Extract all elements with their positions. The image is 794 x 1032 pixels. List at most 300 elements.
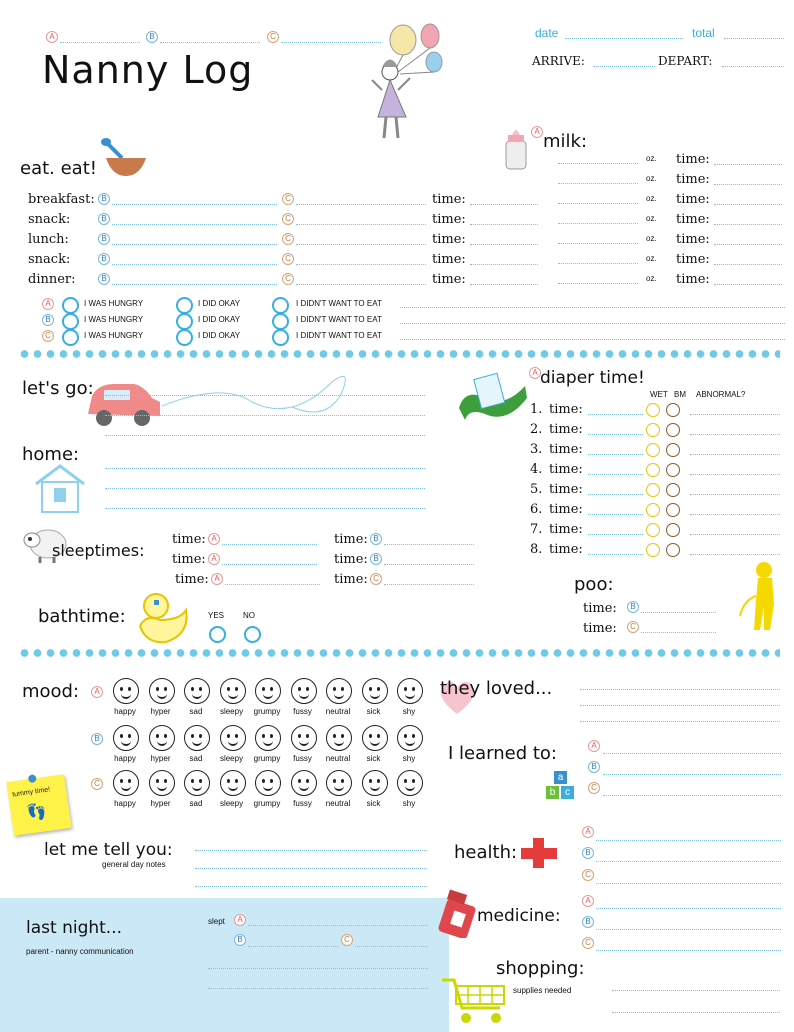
- diaper-time-field[interactable]: [588, 514, 643, 515]
- shy-face-icon[interactable]: [397, 770, 423, 796]
- feedback-option: I DID OKAY: [198, 331, 241, 340]
- diaper-icon: [455, 368, 530, 426]
- diaper-number: 4.: [530, 462, 543, 477]
- mood-label: sad: [189, 754, 203, 763]
- loved-line-3[interactable]: [580, 721, 780, 722]
- learned-heading: I learned to:: [448, 743, 557, 764]
- last-night-marker-b: B: [234, 934, 246, 946]
- car-icon: [82, 362, 372, 440]
- diaper-time-label: time:: [549, 462, 583, 477]
- feedback-radio[interactable]: [176, 329, 193, 346]
- sleep-time-label: time:: [172, 552, 206, 567]
- sleep-time-field[interactable]: [222, 564, 317, 565]
- bm-radio[interactable]: [666, 503, 680, 517]
- bathtime-heading: bathtime:: [38, 606, 126, 627]
- abnormal-field[interactable]: [690, 514, 780, 515]
- feedback-radio[interactable]: [62, 313, 79, 330]
- learned-marker-b: B: [588, 761, 600, 773]
- medicine-line-c[interactable]: [596, 950, 781, 951]
- meal-marker-c: C: [282, 213, 294, 225]
- milk-time-field[interactable]: [714, 164, 782, 165]
- milk-time-field[interactable]: [714, 224, 782, 225]
- learned-line-b[interactable]: [603, 774, 781, 775]
- medicine-marker-b: B: [582, 916, 594, 928]
- health-marker-a: A: [582, 826, 594, 838]
- marker-c: C: [267, 31, 279, 43]
- meal-field-b[interactable]: [112, 264, 277, 265]
- wet-radio[interactable]: [646, 543, 660, 557]
- date-field[interactable]: [565, 38, 683, 39]
- meal-marker-b: B: [98, 253, 110, 265]
- lets-go-line-1[interactable]: [105, 395, 425, 396]
- tell-heading: let me tell you:: [44, 840, 173, 860]
- poo-marker-b: B: [627, 601, 639, 613]
- poo-time-field-2[interactable]: [641, 632, 716, 633]
- mood-label: sad: [189, 707, 203, 716]
- diaper-heading: diaper time!: [540, 368, 645, 388]
- diaper-number: 5.: [530, 482, 543, 497]
- health-line-a[interactable]: [596, 840, 781, 841]
- fussy-face-icon[interactable]: [291, 725, 317, 751]
- poo-heading: poo:: [574, 574, 614, 595]
- rubber-duck-icon: [136, 590, 192, 646]
- mood-marker-a: A: [91, 686, 103, 698]
- sleep-time-field[interactable]: [225, 584, 320, 585]
- eat-heading: eat. eat!: [20, 158, 97, 179]
- milk-amount-field[interactable]: [558, 223, 638, 224]
- sticky-note-text: tummy time!: [11, 786, 51, 799]
- shopping-heading: shopping:: [496, 958, 585, 979]
- meal-field-c[interactable]: [296, 224, 426, 225]
- feedback-line[interactable]: [400, 339, 785, 340]
- medicine-line-b[interactable]: [596, 929, 781, 930]
- wet-radio[interactable]: [646, 503, 660, 517]
- wet-radio[interactable]: [646, 523, 660, 537]
- happy-face-icon[interactable]: [113, 770, 139, 796]
- mood-label: happy: [114, 754, 136, 763]
- milk-time-field[interactable]: [714, 244, 782, 245]
- mood-label: hyper: [150, 799, 171, 808]
- sleep-time-field[interactable]: [384, 544, 474, 545]
- sleep-marker-b: B: [370, 533, 382, 545]
- milk-amount-field[interactable]: [558, 263, 638, 264]
- feedback-radio[interactable]: [176, 313, 193, 330]
- neutral-face-icon[interactable]: [326, 678, 352, 704]
- milk-time-field[interactable]: [714, 184, 782, 185]
- sleep-time-field[interactable]: [384, 564, 474, 565]
- health-line-c[interactable]: [596, 883, 781, 884]
- house-icon: [32, 462, 88, 514]
- sick-face-icon[interactable]: [362, 770, 388, 796]
- meal-marker-b: B: [98, 213, 110, 225]
- meal-field-c[interactable]: [296, 204, 426, 205]
- total-field[interactable]: [724, 38, 784, 39]
- oz-label: oz.: [646, 214, 657, 223]
- medicine-heading: medicine:: [477, 906, 561, 926]
- tell-line-1[interactable]: [195, 850, 427, 851]
- mood-label: fussy: [293, 799, 312, 808]
- diaper-time-label: time:: [549, 442, 583, 457]
- mood-label: grumpy: [253, 754, 281, 763]
- feedback-line[interactable]: [400, 307, 785, 308]
- diaper-number: 1.: [530, 402, 543, 417]
- wet-radio[interactable]: [646, 463, 660, 477]
- diaper-time-field[interactable]: [588, 414, 643, 415]
- milk-time-label: time:: [676, 152, 710, 167]
- abnormal-field[interactable]: [690, 474, 780, 475]
- date-label: date: [535, 26, 559, 40]
- meal-field-b[interactable]: [112, 204, 277, 205]
- wet-label: WET: [650, 390, 668, 399]
- oz-label: oz.: [646, 194, 657, 203]
- wet-radio[interactable]: [646, 443, 660, 457]
- milk-amount-field[interactable]: [558, 183, 638, 184]
- mood-label: happy: [114, 707, 136, 716]
- feedback-radio[interactable]: [176, 297, 193, 314]
- medicine-marker-c: C: [582, 937, 594, 949]
- milk-marker-a: A: [531, 126, 543, 138]
- meal-marker-b: B: [98, 273, 110, 285]
- meal-marker-c: C: [282, 273, 294, 285]
- abnormal-label: ABNORMAL?: [696, 390, 746, 399]
- bm-radio[interactable]: [666, 463, 680, 477]
- feedback-marker-c: C: [42, 330, 54, 342]
- sleep-time-field[interactable]: [222, 544, 317, 545]
- sleep-time-label: time:: [334, 552, 368, 567]
- sleep-marker-b: B: [370, 553, 382, 565]
- diaper-number: 8.: [530, 542, 543, 557]
- sad-face-icon[interactable]: [184, 678, 210, 704]
- milk-time-label: time:: [676, 252, 710, 267]
- diaper-time-label: time:: [549, 542, 583, 557]
- mood-label: neutral: [325, 799, 351, 808]
- meal-marker-c: C: [282, 253, 294, 265]
- milk-amount-field[interactable]: [558, 203, 638, 204]
- meal-time-label: time:: [432, 252, 466, 267]
- sleepy-face-icon[interactable]: [220, 725, 246, 751]
- milk-amount-field[interactable]: [558, 283, 638, 284]
- feedback-option: I DID OKAY: [198, 315, 241, 324]
- sleep-marker-a: A: [208, 553, 220, 565]
- sleep-marker-c: C: [370, 573, 382, 585]
- last-night-sub: parent - nanny communication: [26, 947, 134, 956]
- marker-b: B: [146, 31, 158, 43]
- bm-radio[interactable]: [666, 443, 680, 457]
- fussy-face-icon[interactable]: [291, 678, 317, 704]
- meal-label: snack:: [28, 252, 71, 267]
- bath-yes-label: YES: [208, 611, 225, 620]
- grumpy-face-icon[interactable]: [255, 678, 281, 704]
- mood-label: sick: [366, 754, 381, 763]
- poo-time-field-1[interactable]: [641, 612, 716, 613]
- meal-field-c[interactable]: [296, 284, 426, 285]
- mood-label: fussy: [293, 707, 312, 716]
- mood-label: neutral: [325, 707, 351, 716]
- footprints-icon: 👣: [25, 803, 49, 823]
- oz-label: oz.: [646, 174, 657, 183]
- section-divider-1: [18, 349, 780, 359]
- mood-heading: mood:: [22, 681, 80, 702]
- last-night-marker-c: C: [341, 934, 353, 946]
- meal-field-c[interactable]: [296, 264, 426, 265]
- feedback-radio[interactable]: [272, 329, 289, 346]
- section-divider-2: [18, 648, 780, 658]
- learned-marker-c: C: [588, 782, 600, 794]
- shopping-cart-icon: [440, 974, 510, 1026]
- happy-face-icon[interactable]: [113, 725, 139, 751]
- milk-time-field[interactable]: [714, 264, 782, 265]
- health-marker-c: C: [582, 869, 594, 881]
- tell-line-2[interactable]: [195, 868, 427, 869]
- sick-face-icon[interactable]: [362, 678, 388, 704]
- shy-face-icon[interactable]: [397, 725, 423, 751]
- mood-label: sick: [366, 707, 381, 716]
- milk-time-label: time:: [676, 172, 710, 187]
- diaper-time-field[interactable]: [588, 454, 643, 455]
- last-night-line-b[interactable]: [248, 946, 338, 947]
- happy-face-icon[interactable]: [113, 678, 139, 704]
- last-night-heading: last night...: [26, 918, 123, 938]
- slept-marker-a: A: [234, 914, 246, 926]
- meal-marker-c: C: [282, 233, 294, 245]
- sad-face-icon[interactable]: [184, 725, 210, 751]
- loved-line-1[interactable]: [580, 689, 780, 690]
- sleep-marker-a: A: [208, 533, 220, 545]
- abnormal-field[interactable]: [690, 434, 780, 435]
- diaper-time-label: time:: [549, 422, 583, 437]
- lets-go-line-2[interactable]: [105, 415, 425, 416]
- marker-a: A: [46, 31, 58, 43]
- bm-radio[interactable]: [666, 483, 680, 497]
- milk-time-field[interactable]: [714, 204, 782, 205]
- meal-time-field[interactable]: [470, 204, 538, 205]
- bath-no-label: NO: [243, 611, 255, 620]
- red-cross-icon: [521, 838, 557, 868]
- neutral-face-icon[interactable]: [326, 725, 352, 751]
- grumpy-face-icon[interactable]: [255, 725, 281, 751]
- sleepy-face-icon[interactable]: [220, 770, 246, 796]
- health-line-b[interactable]: [596, 861, 781, 862]
- shopping-line-2[interactable]: [612, 1012, 780, 1013]
- hyper-face-icon[interactable]: [149, 770, 175, 796]
- oz-label: oz.: [646, 234, 657, 243]
- block-b: b: [546, 786, 559, 799]
- diaper-time-field[interactable]: [588, 554, 643, 555]
- meal-time-label: time:: [432, 192, 466, 207]
- lets-go-line-3[interactable]: [105, 435, 425, 436]
- milk-time-label: time:: [676, 272, 710, 287]
- meal-field-b[interactable]: [112, 244, 277, 245]
- sleep-time-label: time:: [334, 572, 368, 587]
- grumpy-face-icon[interactable]: [255, 770, 281, 796]
- fussy-face-icon[interactable]: [291, 770, 317, 796]
- last-night-line-c[interactable]: [355, 946, 428, 947]
- mood-label: sleepy: [219, 707, 244, 716]
- bm-radio[interactable]: [666, 423, 680, 437]
- diaper-time-label: time:: [549, 522, 583, 537]
- tell-line-3[interactable]: [195, 886, 427, 887]
- arrive-field[interactable]: [593, 66, 655, 67]
- feedback-radio[interactable]: [272, 313, 289, 330]
- wet-radio[interactable]: [646, 423, 660, 437]
- bm-radio[interactable]: [666, 523, 680, 537]
- feedback-radio[interactable]: [62, 329, 79, 346]
- home-line-1[interactable]: [105, 468, 425, 469]
- bm-label: BM: [674, 390, 686, 399]
- health-marker-b: B: [582, 847, 594, 859]
- sleeptimes-heading: sleeptimes:: [52, 541, 145, 560]
- hyper-face-icon[interactable]: [149, 678, 175, 704]
- depart-label: DEPART:: [658, 54, 713, 68]
- pushpin-icon: [28, 774, 37, 783]
- page-title: Nanny Log: [42, 48, 254, 92]
- sleepy-face-icon[interactable]: [220, 678, 246, 704]
- peeing-boy-icon: [734, 560, 780, 632]
- oz-label: oz.: [646, 274, 657, 283]
- shopping-line-1[interactable]: [612, 990, 780, 991]
- abnormal-field[interactable]: [690, 534, 780, 535]
- mood-label: shy: [402, 707, 416, 716]
- feedback-radio[interactable]: [272, 297, 289, 314]
- meal-time-field[interactable]: [470, 264, 538, 265]
- meal-label: breakfast:: [28, 192, 95, 207]
- diaper-time-field[interactable]: [588, 494, 643, 495]
- meal-time-label: time:: [432, 272, 466, 287]
- wet-radio[interactable]: [646, 483, 660, 497]
- milk-time-label: time:: [676, 232, 710, 247]
- bm-radio[interactable]: [666, 543, 680, 557]
- mood-label: happy: [114, 799, 136, 808]
- diaper-number: 6.: [530, 502, 543, 517]
- sleep-marker-a: A: [211, 573, 223, 585]
- name-a-line[interactable]: [60, 42, 140, 43]
- meal-field-b[interactable]: [112, 224, 277, 225]
- block-a: a: [554, 771, 567, 784]
- home-line-3[interactable]: [105, 508, 425, 509]
- name-b-line[interactable]: [160, 42, 260, 43]
- hyper-face-icon[interactable]: [149, 725, 175, 751]
- learned-line-a[interactable]: [603, 753, 781, 754]
- abnormal-field[interactable]: [690, 494, 780, 495]
- shy-face-icon[interactable]: [397, 678, 423, 704]
- diaper-marker-a: A: [529, 367, 541, 379]
- diaper-number: 2.: [530, 422, 543, 437]
- mood-label: sleepy: [219, 754, 244, 763]
- mood-label: hyper: [150, 754, 171, 763]
- health-heading: health:: [454, 842, 518, 863]
- meal-label: dinner:: [28, 272, 76, 287]
- feedback-option: I DIDN'T WANT TO EAT: [296, 315, 382, 324]
- sleep-time-field[interactable]: [384, 584, 474, 585]
- slept-line[interactable]: [248, 925, 428, 926]
- tummy-time-sticky-note: [7, 774, 72, 836]
- poo-time-label-1: time:: [583, 601, 617, 616]
- milk-time-label: time:: [676, 192, 710, 207]
- poo-time-label-2: time:: [583, 621, 617, 636]
- milk-amount-field[interactable]: [558, 243, 638, 244]
- name-c-line[interactable]: [281, 42, 381, 43]
- bowl-spoon-icon: [100, 136, 150, 180]
- diaper-number: 7.: [530, 522, 543, 537]
- diaper-time-label: time:: [549, 402, 583, 417]
- meal-label: lunch:: [28, 232, 69, 247]
- feedback-option: I DIDN'T WANT TO EAT: [296, 331, 382, 340]
- mood-label: shy: [402, 754, 416, 763]
- medicine-line-a[interactable]: [596, 908, 781, 909]
- neutral-face-icon[interactable]: [326, 770, 352, 796]
- oz-label: oz.: [646, 154, 657, 163]
- feedback-line[interactable]: [400, 323, 785, 324]
- diaper-time-field[interactable]: [588, 434, 643, 435]
- mood-marker-b: B: [91, 733, 103, 745]
- home-line-2[interactable]: [105, 488, 425, 489]
- meal-marker-c: C: [282, 193, 294, 205]
- mood-label: fussy: [293, 754, 312, 763]
- learned-line-c[interactable]: [603, 795, 781, 796]
- diaper-number: 3.: [530, 442, 543, 457]
- abnormal-field[interactable]: [690, 454, 780, 455]
- block-c: c: [561, 786, 574, 799]
- nanny-balloons-illustration: [370, 12, 460, 142]
- meal-marker-b: B: [98, 233, 110, 245]
- bm-radio[interactable]: [666, 403, 680, 417]
- shopping-sub: supplies needed: [513, 986, 572, 995]
- feedback-option: I DID OKAY: [198, 299, 241, 308]
- mood-label: shy: [402, 799, 416, 808]
- lets-go-heading: let's go:: [22, 378, 94, 399]
- feedback-marker-b: B: [42, 314, 54, 326]
- sick-face-icon[interactable]: [362, 725, 388, 751]
- milk-time-field[interactable]: [714, 284, 782, 285]
- tell-sub: general day notes: [102, 860, 166, 869]
- meal-time-field[interactable]: [470, 284, 538, 285]
- meal-field-c[interactable]: [296, 244, 426, 245]
- home-heading: home:: [22, 444, 80, 465]
- feedback-radio[interactable]: [62, 297, 79, 314]
- wet-radio[interactable]: [646, 403, 660, 417]
- loved-line-2[interactable]: [580, 705, 780, 706]
- sleep-time-label: time:: [175, 572, 209, 587]
- mood-label: sick: [366, 799, 381, 808]
- medicine-marker-a: A: [582, 895, 594, 907]
- last-night-line-3[interactable]: [208, 968, 428, 969]
- abnormal-field[interactable]: [690, 414, 780, 415]
- oz-label: oz.: [646, 254, 657, 263]
- feedback-option: I WAS HUNGRY: [84, 299, 144, 308]
- poo-marker-c: C: [627, 621, 639, 633]
- bath-yes-radio[interactable]: [209, 626, 226, 643]
- meal-field-b[interactable]: [112, 284, 277, 285]
- diaper-time-label: time:: [549, 482, 583, 497]
- last-night-line-4[interactable]: [208, 988, 428, 989]
- depart-field[interactable]: [722, 66, 784, 67]
- feedback-marker-a: A: [42, 298, 54, 310]
- meal-time-field[interactable]: [470, 244, 538, 245]
- diaper-time-field[interactable]: [588, 474, 643, 475]
- abnormal-field[interactable]: [690, 554, 780, 555]
- milk-amount-field[interactable]: [558, 163, 638, 164]
- diaper-time-label: time:: [549, 502, 583, 517]
- diaper-time-field[interactable]: [588, 534, 643, 535]
- sleep-time-label: time:: [172, 532, 206, 547]
- sad-face-icon[interactable]: [184, 770, 210, 796]
- mood-label: grumpy: [253, 707, 281, 716]
- total-label: total: [692, 26, 715, 40]
- feedback-option: I DIDN'T WANT TO EAT: [296, 299, 382, 308]
- learned-marker-a: A: [588, 740, 600, 752]
- meal-time-field[interactable]: [470, 224, 538, 225]
- bath-no-radio[interactable]: [244, 626, 261, 643]
